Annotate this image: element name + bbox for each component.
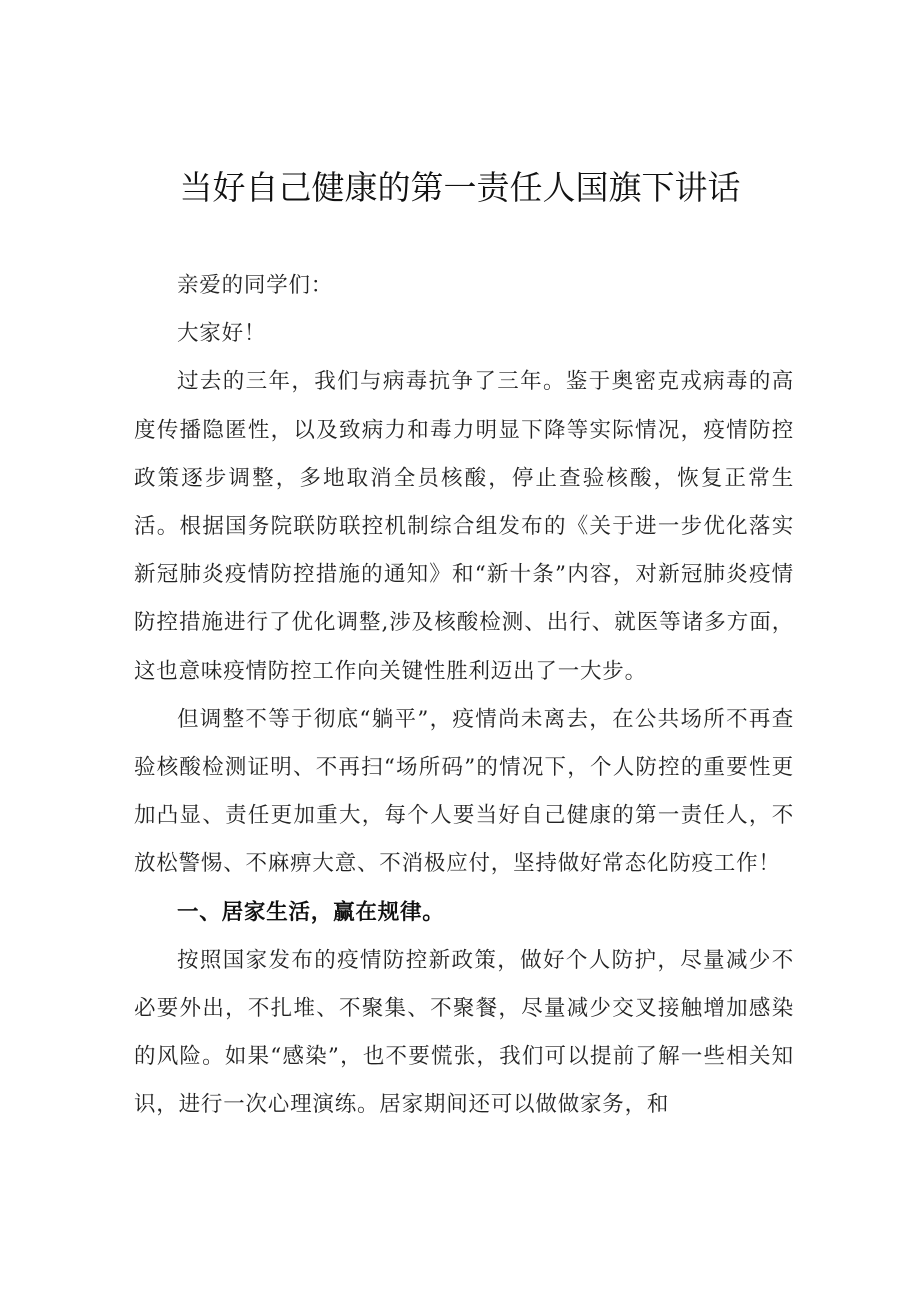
body-paragraph: 按照国家发布的疫情防控新政策，做好个人防护，尽量减少不必要外出，不扎堆、不聚集、不聚餐，尽量减少交叉接触增加感染的风险。如果“感染”，也不要慌张，我们可以提前了解一些相关知识，进行一次心理演练。居家期间还可以做做家务，和 bbox=[134, 947, 794, 1118]
greeting-line: 亲爱的同学们： bbox=[177, 273, 334, 298]
document-body bbox=[134, 262, 794, 1130]
section-heading: 一、居家生活，赢在规律。 bbox=[177, 899, 445, 925]
document-title: 当好自己健康的第一责任人国旗下讲话 bbox=[179, 168, 741, 207]
body-paragraph: 过去的三年，我们与病毒抗争了三年。鉴于奥密克戎病毒的高度传播隐匿性，以及致病力和毒力明显下降等实际情况，疫情防控政策逐步调整，多地取消全员核酸，停止查验核酸，恢复正常生活。根据国务院联防联控机制综合组发布的《关于进一步优化落实新冠肺炎疫情防控措施的通知》和“新十条”内容，对新冠肺炎疫情防控措施进行了优化调整,涉及核酸检测、出行、就医等诸多方面，这也意味疫情防控工作向关键性胜利迈出了一大步。 bbox=[134, 369, 794, 684]
body-paragraph: 但调整不等于彻底“躺平”，疫情尚未离去，在公共场所不再查验核酸检测证明、不再扫“场所码”的情况下，个人防控的重要性更加凸显、责任更加重大，每个人要当好自己健康的第一责任人，不放松警惕、不麻痹大意、不消极应付，坚持做好常态化防疫工作！ bbox=[134, 706, 794, 877]
greeting-hello: 大家好！ bbox=[177, 321, 267, 347]
